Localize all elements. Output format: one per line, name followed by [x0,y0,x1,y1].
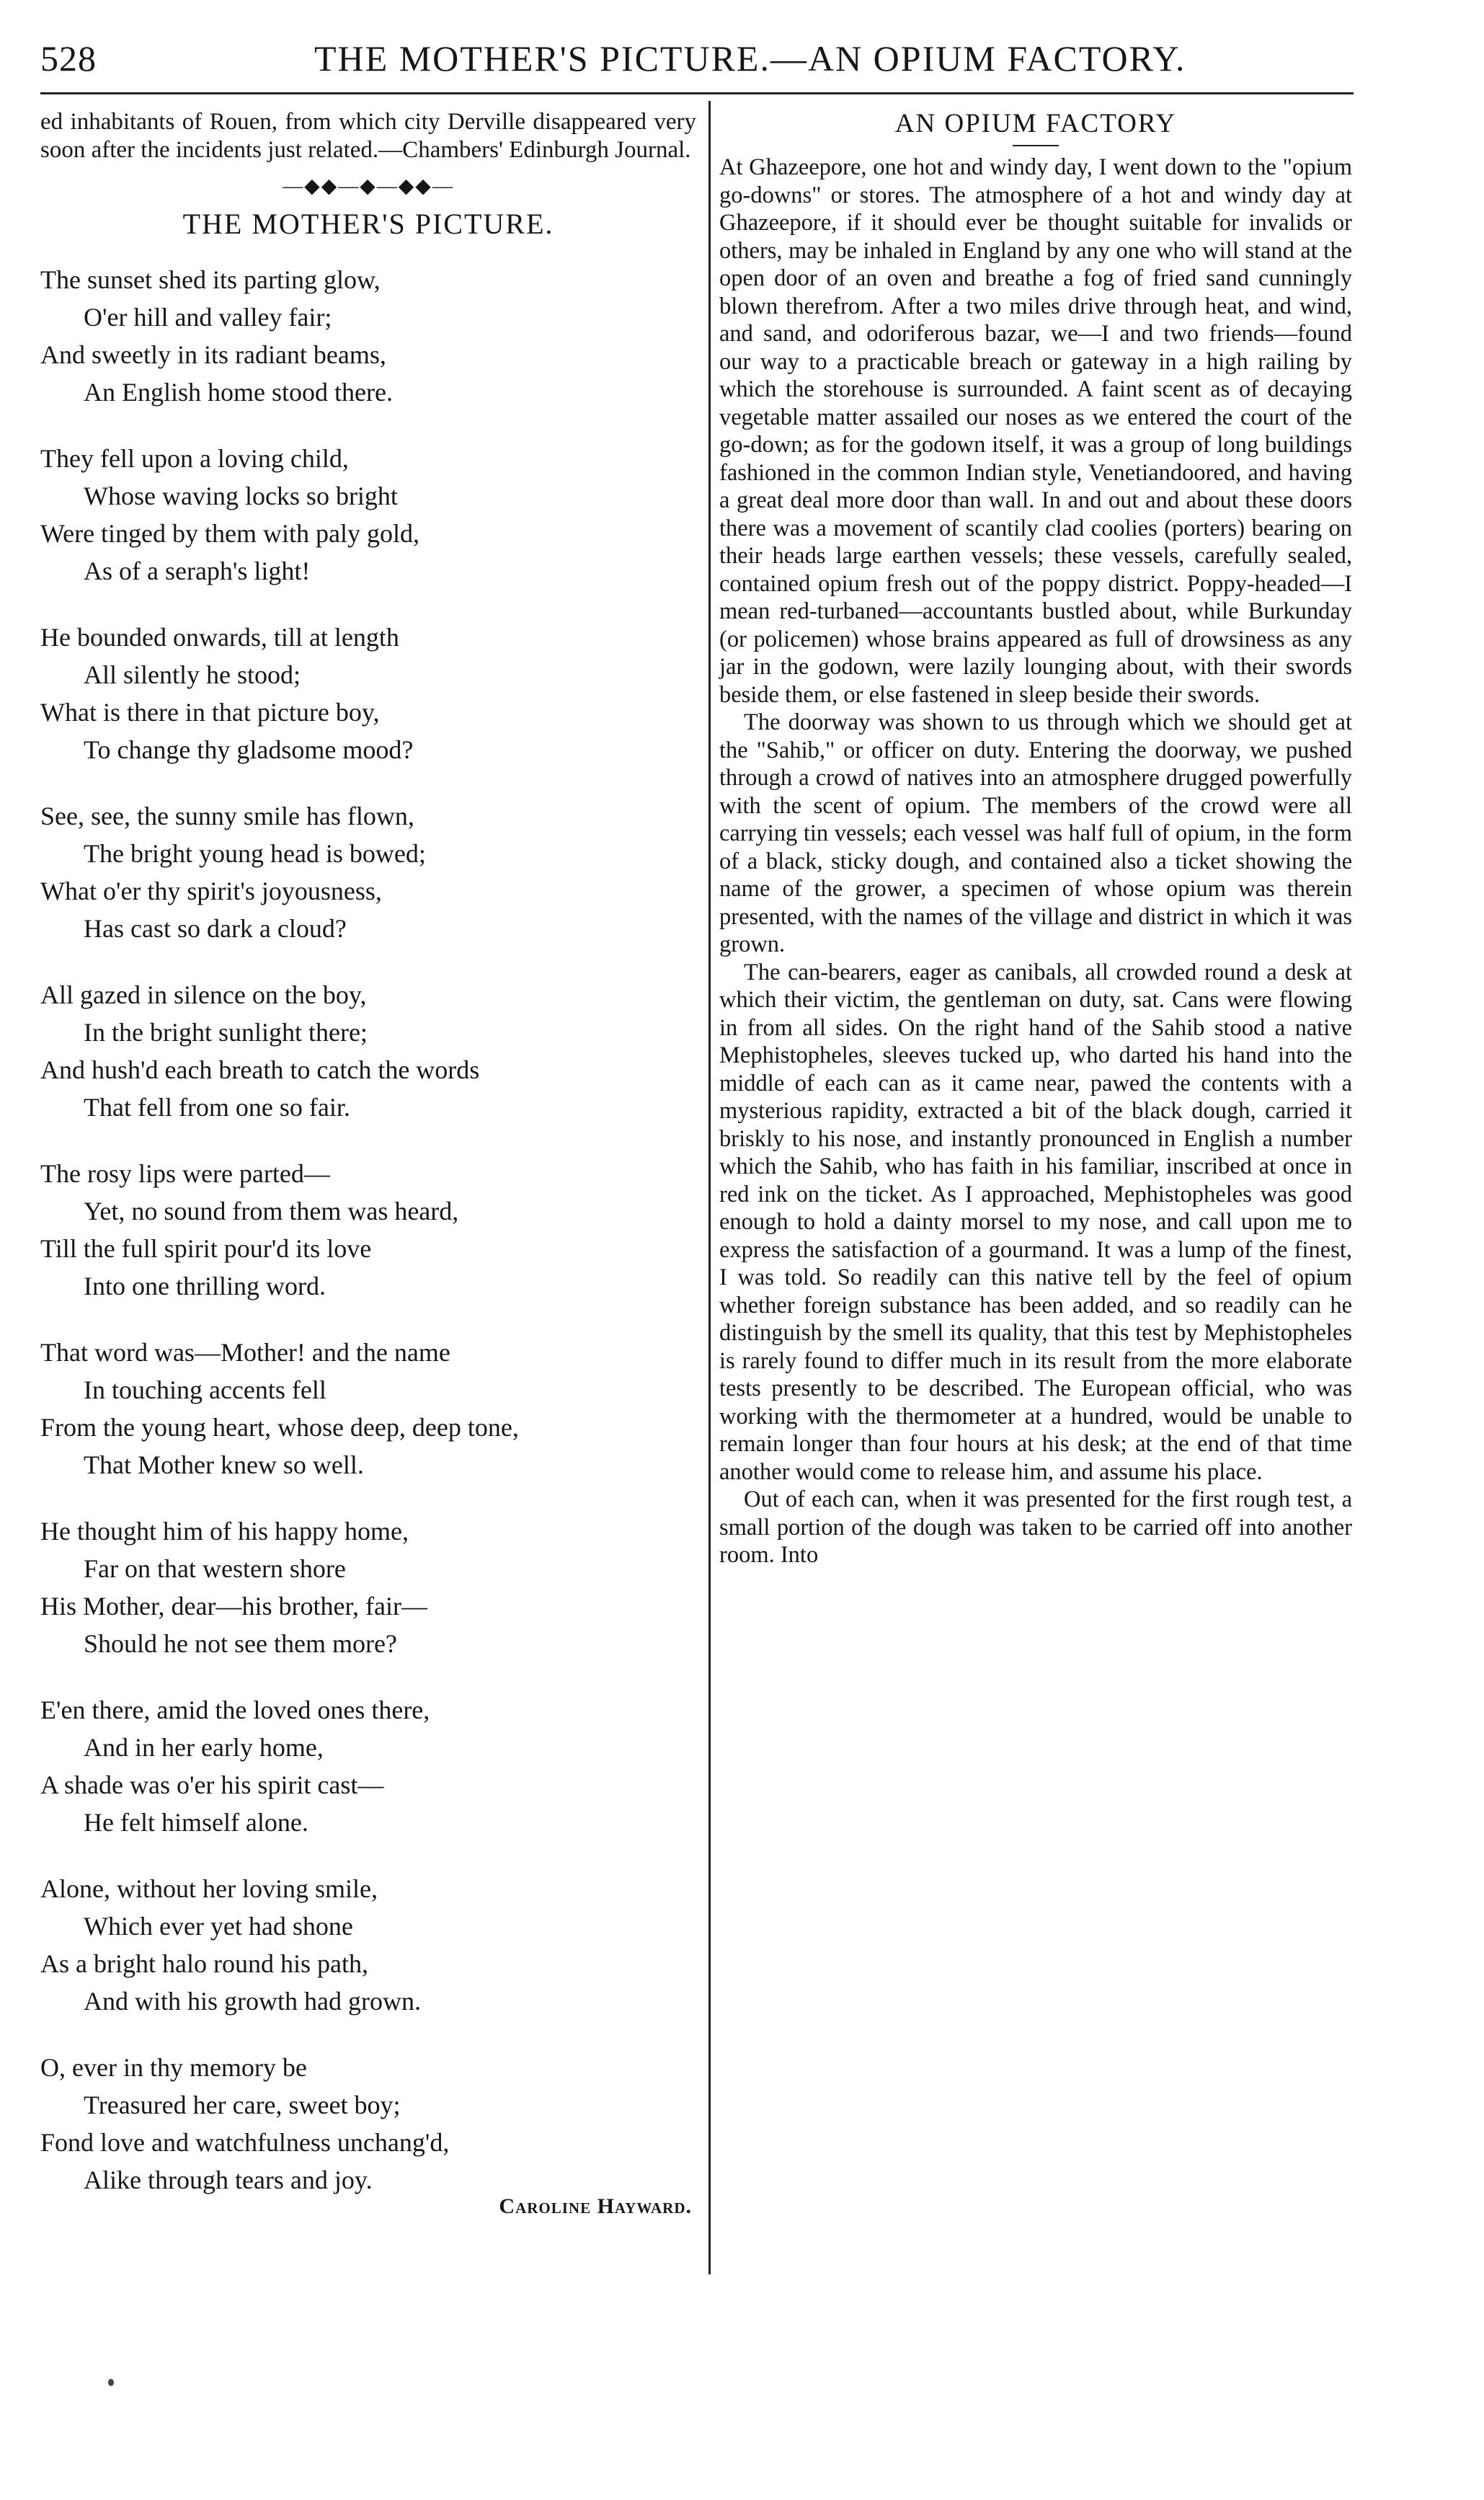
poem-line: That Mother knew so well. [84,1450,364,1479]
running-head [40,37,1352,88]
poem-line: And in her early home, [84,1733,324,1762]
poem-line: Has cast so dark a cloud? [84,914,347,943]
poem-line: O'er hill and valley fair; [84,303,332,332]
stanza [40,1870,696,2020]
poem-line: The sunset shed its parting glow, [40,265,381,294]
stanza [40,619,696,768]
poem-line: Yet, no sound from them was heard, [84,1197,459,1225]
article-paragraph: The doorway was shown to us through which we should get at the "Sahib," or officer on duty. Entering the doorway, we pushed through a crowd of natives into an atmosphere drugged powerfully with the scent of opium. The members of the crowd were all carrying tin vessels; each vessel was half full of opium, in the form of a black, sticky dough, and contained also a ticket showing the name of the grower, a specimen of whose opium was therein presented, with the names of the village and district in which it was grown. [719,709,1352,957]
stanza [40,1512,696,1662]
article-title: AN OPIUM FACTORY [894,109,1177,138]
poem-line: His Mother, dear—his brother, fair— [40,1592,427,1621]
poem-line: He felt himself alone. [84,1808,308,1837]
stanza [40,1691,696,1841]
poem-line: E'en there, amid the loved ones there, [40,1696,430,1724]
poem-line: Should he not see them more? [84,1629,397,1658]
poem-line: Which ever yet had shone [84,1912,353,1941]
poem-author: Caroline Hayward. [499,2194,692,2218]
poem-line: All silently he stood; [84,660,301,689]
poem-line: Were tinged by them with paly gold, [40,519,419,548]
article-paragraph: The can-bearers, eager as canibals, all crowded round a desk at which their victim, the gentleman on duty, sat. Cans were flowing in from all sides. On the right hand of the Sahib stood a native Mephistopheles, sleeves tucked up, who darted his hand into the middle of each can as it came near, pawed the contents with a mysterious rapidity, extracted a bit of the black dough, carried it briskly to his nose, and instantly pronounced in English a number which the Sahib, who has faith in his familiar, inscribed at once in red ink on the ticket. As I approached, Mephistopheles was good enough to hold a dainty morsel to my nose, and call upon me to express the satisfaction of a gourmand. It was a lump of the finest, I was told. So readily can this native tell by the feel of opium whether foreign substance has been added, and so readily can he distinguish by the smell its quality, that this test by Mephistopheles is rarely found to differ much in its result from the more elaborate tests presently to be described. The European official, who was working with the thermometer at a hundred, would be unable to remain longer than four hours at his desk; at the end of that time another would come to release him, and assume his place. [719,959,1352,1485]
column-divider [708,101,711,2274]
poem-line: As of a seraph's light! [84,557,311,585]
poem-line: Treasured her care, sweet boy; [84,2091,401,2119]
stanza [40,797,696,947]
poem [40,261,696,2219]
poem-line: A shade was o'er his spirit cast— [40,1770,384,1799]
right-column [719,108,1352,1569]
poem-title: THE MOTHER'S PICTURE. [182,208,554,240]
page-header-title: THE MOTHER'S PICTURE.—AN OPIUM FACTORY. [314,38,1186,79]
stanza [40,440,696,590]
poem-line: Fond love and watchfulness unchang'd, [40,2128,450,2157]
print-speck [108,2379,114,2386]
poem-line: That fell from one so fair. [84,1093,350,1122]
continuation-text: ed inhabitants of Rouen, from which city Derville disappeared very soon after the incidents just related.—Chambers' Edinburgh Journal. [40,109,696,163]
title-rule [1013,145,1059,146]
poem-line: Into one thrilling word. [84,1272,326,1300]
poem-line: Alike through tears and joy. [84,2166,373,2194]
stanza [40,261,696,411]
poem-line: O, ever in thy memory be [40,2053,307,2082]
poem-line: And hush'd each breath to catch the words [40,1055,480,1084]
poem-line: And with his growth had grown. [84,1987,421,2016]
poem-line: See, see, the sunny smile has flown, [40,802,414,830]
poem-line: Alone, without her loving smile, [40,1874,378,1903]
header-rule [40,92,1354,94]
poem-line: As a bright halo round his path, [40,1949,368,1978]
stanza [40,1334,696,1484]
stanza [40,976,696,1126]
poem-line: An English home stood there. [84,378,393,407]
poem-line: That word was—Mother! and the name [40,1338,450,1367]
ornament-divider: —◆◆—◆—◆◆— [283,175,454,198]
poem-line: And sweetly in its radiant beams, [40,340,386,369]
poem-line: In touching accents fell [84,1375,326,1404]
poem-line: They fell upon a loving child, [40,444,349,473]
poem-line: From the young heart, whose deep, deep tone, [40,1413,519,1442]
poem-line: Till the full spirit pour'd its love [40,1234,372,1263]
poem-line: Whose waving locks so bright [84,482,398,510]
stanza [40,1155,696,1305]
poem-line: What o'er thy spirit's joyousness, [40,877,382,905]
poem-line: What is there in that picture boy, [40,698,380,727]
article-paragraph: At Ghazeepore, one hot and windy day, I went down to the "opium go-downs" or stores. The atmosphere of a hot and windy day at Ghazeepore, if it should ever be thought suitable for invalids or others, may be inhaled in England by any one who will stand at the open door of an oven and breathe a fog of fried sand cunningly blown therefrom. After a two miles drive through heat, and wind, and sand, and odoriferous bazar, we—I and two friends—found our way to a practicable breach or gateway in a high railing by which the storehouse is surrounded. A faint scent as of decaying vegetable matter assailed our noses as we entered the court of the go-down; as for the godown itself, it was a group of long buildings fashioned in the common Indian style, Venetiandoored, and having a great deal more door than wall. In and out and about these doors there was a movement of scantily clad coolies (porters) bearing on their heads large earthen vessels; these vessels, carefully sealed, contained opium fresh out of the poppy district. Poppy-headed—I mean red-turbaned—accountants bustled about, while Burkunday (or policemen) whose brains appeared as full of drowsiness as any jar in the godown, were lazily lounging about, with their swords beside them, or else fastened in sleep beside their swords. [719,154,1352,708]
article-paragraph: Out of each can, when it was presented for the first rough test, a small portion of the dough was taken to be carried off into another room. Into [719,1486,1352,1568]
poem-line: All gazed in silence on the boy, [40,980,367,1009]
page-number: 528 [40,38,97,79]
poem-line: To change thy gladsome mood? [84,735,414,764]
poem-line: He thought him of his happy home, [40,1517,409,1546]
poem-line: In the bright sunlight there; [84,1018,368,1047]
poem-line: The bright young head is bowed; [84,839,426,868]
stanza [40,2049,696,2199]
poem-line: Far on that western shore [84,1554,346,1583]
poem-line: The rosy lips were parted— [40,1159,330,1188]
left-column [40,108,696,2219]
poem-line: He bounded onwards, till at length [40,623,399,652]
